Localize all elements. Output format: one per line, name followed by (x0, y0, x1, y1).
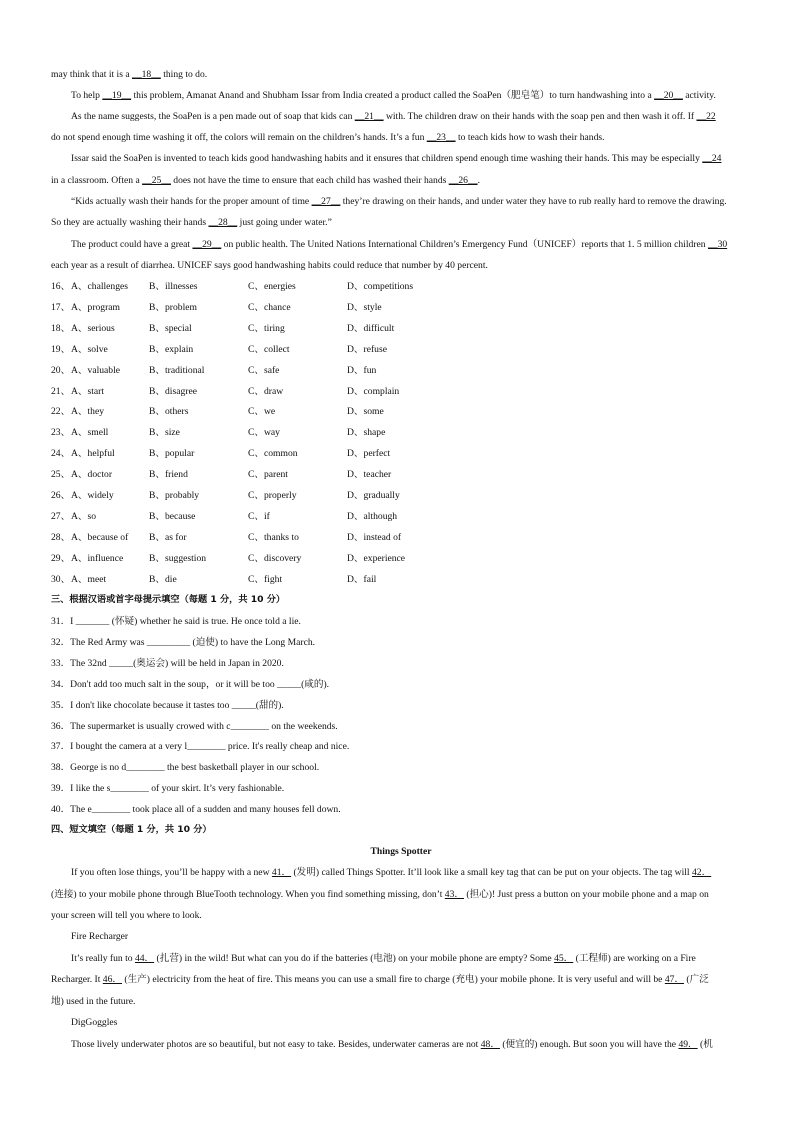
blank-26[interactable]: __26__ (448, 175, 478, 186)
blank-47[interactable]: 47． (664, 974, 685, 985)
blank-29[interactable]: __29__ (192, 239, 222, 250)
option-a[interactable]: A、doctor (71, 469, 113, 481)
fill-in-item[interactable]: 36．The supermarket is usually crowed with c________ on the weekends. (51, 720, 338, 732)
passage-line: (连接) to your mobile phone through BlueTooth technology. When you find something missing, don’t 43． (担心)! Just press a button on your mobile phone and a map on (51, 889, 709, 900)
blank-27[interactable]: __27__ (311, 196, 341, 207)
blank-21[interactable]: __21__ (354, 111, 384, 122)
passage-line: 地) used in the future. (51, 996, 136, 1007)
passage-line: If you often lose things, you’ll be happy with a new 41． (发明) called Things Spotter. It’ll look like a small key tag that can be put on your objects. The tag will 42． (71, 867, 712, 878)
option-a[interactable]: A、solve (71, 343, 108, 355)
passage-line: do not spend enough time washing it off, the colors will remain on the children’s hands. It’s a fun __23__ to teach kids how to wash their hands. (51, 132, 605, 143)
option-c[interactable]: C、collect (248, 343, 290, 355)
option-a[interactable]: A、they (71, 406, 105, 418)
option-d[interactable]: D、difficult (347, 322, 395, 334)
section3-heading: 三、根据汉语或首字母提示填空（每题 1 分，共 10 分） (51, 594, 286, 605)
option-c[interactable]: C、way (248, 427, 280, 439)
fill-in-item[interactable]: 38．George is no d________ the best basketball player in our school. (51, 762, 320, 774)
option-a[interactable]: A、challenges (71, 281, 129, 292)
option-d[interactable]: D、experience (347, 552, 406, 564)
fill-in-item[interactable]: 32．The Red Army was _________ (迫使) to have the Long March. (51, 636, 316, 648)
option-b[interactable]: B、illnesses (149, 281, 198, 292)
question-number: 26、 (51, 490, 71, 501)
option-b[interactable]: B、disagree (149, 385, 197, 397)
option-a[interactable]: A、helpful (71, 448, 115, 460)
option-c[interactable]: C、fight (248, 573, 283, 585)
passage-line: Recharger. It 46． (生产) electricity from the heat of fire. This means you can use a small fire to charge (充电) your mobile phone. It is very useful and will be 47． (广泛 (51, 974, 709, 985)
passage-line: Issar said the SoaPen is invented to teach kids good handwashing habits and it ensures that children spend enough time washing their hands. This may be especially __24 (71, 153, 722, 164)
passage-line: It’s really fun to 44． (扎营) in the wild! But what can you do if the batteries (电池) on your mobile phone are empty? Some 45． (工程师) are working on a Fire (71, 953, 696, 964)
passage-line: “Kids actually wash their hands for the proper amount of time __27__ they’re drawing on their hands, and under water they have to rub really hard to remove the drawing. (71, 196, 727, 207)
blank-28[interactable]: __28__ (208, 217, 238, 228)
question-number: 17、 (51, 301, 71, 313)
blank-45[interactable]: 45． (554, 953, 574, 964)
option-a[interactable]: A、so (71, 510, 97, 522)
blank-24[interactable]: __24 (702, 153, 722, 164)
option-b[interactable]: B、traditional (149, 364, 205, 376)
option-a[interactable]: A、start (71, 385, 105, 397)
option-d[interactable]: D、instead of (347, 531, 402, 543)
option-b[interactable]: B、popular (149, 448, 195, 460)
fill-in-item[interactable]: 34．Don't add too much salt in the soup，or it will be too _____(咸的). (51, 678, 330, 690)
option-c[interactable]: C、we (248, 406, 276, 418)
option-d[interactable]: D、gradually (347, 490, 400, 501)
fill-in-item[interactable]: 37．I bought the camera at a very l________ price. It's really cheap and nice. (51, 741, 350, 753)
option-c[interactable]: C、energies (248, 281, 296, 292)
question-number: 20、 (51, 364, 71, 376)
option-a[interactable]: A、meet (71, 573, 107, 585)
passage-line: your screen will tell you where to look. (51, 910, 202, 921)
question-number: 27、 (51, 510, 71, 522)
option-b[interactable]: B、probably (149, 490, 200, 501)
option-c[interactable]: C、properly (248, 490, 297, 501)
option-d[interactable]: D、teacher (347, 469, 392, 481)
option-a[interactable]: A、serious (71, 322, 115, 334)
question-number: 28、 (51, 531, 71, 543)
passage-line: To help __19__ this problem, Amanat Anand and Shubham Issar from India created a product called the SoaPen（肥皂笔）to turn handwashing into a __20__ activity. (71, 90, 716, 101)
option-c[interactable]: C、if (248, 510, 270, 522)
option-c[interactable]: C、chance (248, 301, 291, 313)
option-d[interactable]: D、fun (347, 364, 377, 376)
passage-line: Those lively underwater photos are so beautiful, but not easy to take. Besides, underwater cameras are not 48． (便宜的) enough. But soon you will have the 49． (机 (71, 1039, 713, 1050)
question-number: 18、 (51, 322, 71, 334)
option-b[interactable]: B、die (149, 573, 177, 585)
fill-in-item[interactable]: 35．I don't like chocolate because it tastes too _____(甜的). (51, 699, 284, 711)
subheading-diggoggles: DigGoggles (71, 1017, 118, 1028)
question-number: 25、 (51, 469, 71, 481)
passage-line: each year as a result of diarrhea. UNICEF says good handwashing habits could reduce that number by 40 percent. (51, 260, 488, 271)
option-b[interactable]: B、explain (149, 343, 194, 355)
fill-in-item[interactable]: 39．I like the s________ of your skirt. It’s very fashionable. (51, 783, 285, 795)
option-c[interactable]: C、draw (248, 385, 284, 397)
option-b[interactable]: B、special (149, 322, 192, 334)
option-a[interactable]: A、smell (71, 427, 109, 439)
subheading-fire-recharger: Fire Recharger (71, 931, 129, 942)
question-number: 16、 (51, 281, 71, 292)
option-c[interactable]: C、parent (248, 469, 288, 481)
blank-20[interactable]: __20__ (654, 90, 683, 101)
fill-in-item[interactable]: 40．The e________ took place all of a sudden and many houses fell down. (51, 804, 341, 816)
option-c[interactable]: C、safe (248, 364, 280, 376)
option-d[interactable]: D、shape (347, 427, 386, 439)
question-number: 21、 (51, 385, 71, 397)
passage-line: The product could have a great __29__ on public health. The United Nations International Children’s Emergency Fund（UNICEF）reports that 1. 5 million children __30 (71, 239, 728, 250)
option-b[interactable]: B、as for (149, 531, 187, 543)
blank-42[interactable]: 42． (692, 867, 712, 878)
fill-in-item[interactable]: 33．The 32nd _____(奥运会) will be held in Japan in 2020. (51, 657, 284, 669)
option-d[interactable]: D、some (347, 406, 384, 418)
question-number: 29、 (51, 552, 71, 564)
option-c[interactable]: C、discovery (248, 552, 302, 564)
option-d[interactable]: D、perfect (347, 448, 391, 460)
blank-44[interactable]: 44． (134, 953, 155, 964)
passage-line: may think that it is a __18__ thing to do. (51, 69, 208, 80)
option-b[interactable]: B、size (149, 427, 180, 439)
option-d[interactable]: D、although (347, 510, 398, 522)
question-number: 30、 (51, 573, 71, 585)
question-number: 19、 (51, 343, 71, 355)
blank-19[interactable]: __19__ (102, 90, 132, 101)
option-d[interactable]: D、complain (347, 385, 400, 397)
section4-heading: 四、短文填空（每题 1 分，共 10 分） (51, 824, 212, 835)
blank-49[interactable]: 49． (678, 1039, 698, 1050)
option-b[interactable]: B、suggestion (149, 552, 207, 564)
passage-line: As the name suggests, the SoaPen is a pen made out of soap that kids can __21__ with. The children draw on their hands with the soap pen and then wash it off. If __22 (71, 111, 716, 122)
option-b[interactable]: B、others (149, 406, 189, 418)
blank-18[interactable]: __18__ (132, 69, 161, 80)
blank-25[interactable]: __25__ (142, 175, 171, 186)
blank-22[interactable]: __22 (696, 111, 716, 122)
blank-41[interactable]: 41． (271, 867, 292, 878)
blank-48[interactable]: 48． (480, 1039, 500, 1050)
option-a[interactable]: A、because of (71, 531, 129, 543)
option-b[interactable]: B、friend (149, 469, 188, 481)
option-d[interactable]: D、fail (347, 573, 377, 585)
question-number: 24、 (51, 448, 71, 460)
option-c[interactable]: C、tiring (248, 322, 285, 334)
passage-line: in a classroom. Often a __25__ does not have the time to ensure that each child has washed their hands __26__. (51, 175, 480, 186)
blank-30[interactable]: __30 (707, 239, 728, 250)
section4-title: Things Spotter (370, 846, 432, 857)
option-d[interactable]: D、refuse (347, 343, 387, 355)
option-d[interactable]: D、style (347, 301, 382, 313)
option-c[interactable]: C、common (248, 448, 298, 460)
fill-in-item[interactable]: 31．I _______ (怀疑) whether he said is true. He once told a lie. (51, 616, 301, 627)
blank-46[interactable]: 46． (102, 974, 122, 985)
option-a[interactable]: A、widely (71, 490, 114, 501)
blank-43[interactable]: 43． (444, 889, 464, 900)
option-b[interactable]: B、problem (149, 301, 197, 313)
option-b[interactable]: B、because (149, 510, 196, 522)
passage-line: So they are actually washing their hands __28__ just going under water.” (51, 217, 332, 228)
option-c[interactable]: C、thanks to (248, 531, 299, 543)
option-d[interactable]: D、competitions (347, 281, 414, 292)
blank-23[interactable]: __23__ (426, 132, 456, 143)
option-a[interactable]: A、program (71, 301, 121, 313)
option-a[interactable]: A、influence (71, 552, 124, 564)
question-number: 22、 (51, 406, 71, 418)
option-a[interactable]: A、valuable (71, 364, 121, 376)
question-number: 23、 (51, 427, 71, 439)
